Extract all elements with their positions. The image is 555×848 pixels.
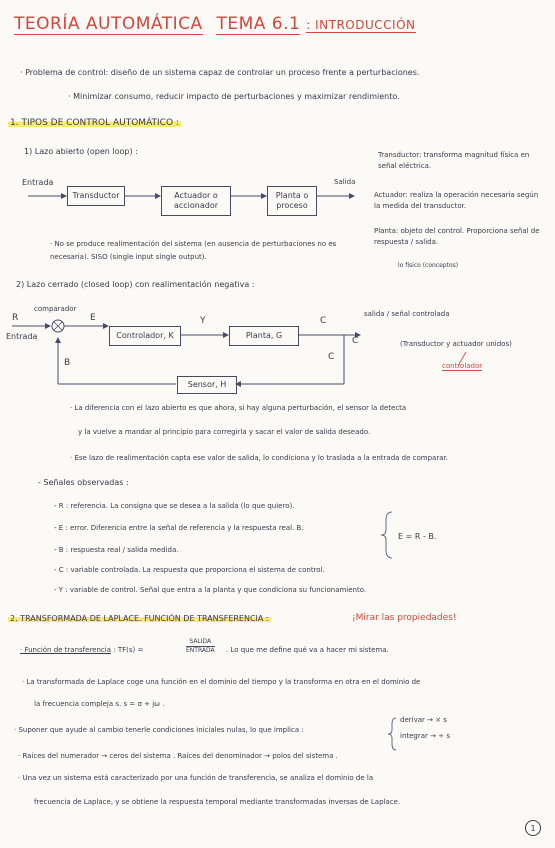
signal-e-label: E bbox=[90, 313, 96, 323]
page-number: 1 bbox=[525, 820, 541, 836]
ft-equation: : TF(s) = bbox=[113, 646, 144, 654]
signal-r-definition: - R : referencia. La consigna que se desea a la salida (lo que quiero). bbox=[54, 502, 295, 510]
open-loop-input-label: Entrada bbox=[22, 178, 54, 187]
section2-aside: ¡Mirar las propiedades! bbox=[352, 613, 457, 623]
signal-r-label: R bbox=[12, 313, 19, 323]
laplace-line-4: · Raíces del numerador → ceros del sistema . Raíces del denominador → polos del sistema . bbox=[18, 752, 338, 760]
laplace-line-5: · Una vez un sistema está caracterizado por una función de transferencia, se analiza el dominio de la bbox=[18, 774, 374, 782]
closed-loop-bullet-1b: y la vuelve a mandar al principio para corregirla y sacar el valor de salida deseado. bbox=[78, 428, 371, 436]
signal-b-label: B bbox=[64, 358, 71, 368]
ft-numerator: SALIDA bbox=[186, 638, 215, 647]
open-loop-output-label: Salida bbox=[334, 178, 356, 186]
closed-loop-bullet-2: · Ese lazo de realimentación capta ese valor de salida, lo condiciona y lo traslada a la entrada de comparar. bbox=[70, 454, 448, 462]
intro-line-2: · Minimizar consumo, reducir impacto de perturbaciones y maximizar rendimiento. bbox=[68, 92, 400, 101]
signal-e-definition: - E : error. Diferencia entre la señal de referencia y la respuesta real. B. bbox=[54, 524, 304, 532]
signal-c-feedback-label: C bbox=[328, 352, 335, 362]
signals-heading: - Señales observadas : bbox=[38, 478, 129, 487]
section2-heading: 2. TRANSFORMADA DE LAPLACE. FUNCIÓN DE TRANSFERENCIA : bbox=[10, 614, 269, 623]
integrar-rule: integrar → ÷ s bbox=[400, 732, 450, 740]
closed-loop-bullet-1: · La diferencia con el lazo abierto es que ahora, si hay alguna perturbación, el sensor la detecta bbox=[70, 404, 407, 412]
ft-label: · Función de transferencia bbox=[20, 646, 111, 654]
comparador-label: comparador bbox=[34, 305, 77, 313]
signal-y-label: Y bbox=[200, 316, 206, 326]
laplace-line-6: frecuencia de Laplace, y se obtiene la respuesta temporal mediante transformadas inversas de Laplace. bbox=[34, 798, 401, 806]
side-note-fisico: lo físico (conceptos) bbox=[398, 262, 459, 269]
transductor-block: Transductor bbox=[67, 186, 125, 206]
derivar-rule: derivar → × s bbox=[400, 716, 447, 724]
ft-note: . Lo que me define qué va a hacer mi sistema. bbox=[226, 646, 389, 654]
planta-block: Planta o proceso bbox=[267, 186, 317, 216]
title-part-b: TEMA 6.1 bbox=[216, 14, 301, 34]
closed-loop-input-label: Entrada bbox=[6, 332, 38, 341]
closed-loop-subheading: 2) Lazo cerrado (closed loop) con realimentación negativa : bbox=[16, 280, 255, 289]
closed-loop-output-label: salida / señal controlada bbox=[364, 310, 450, 318]
controlador-block: Controlador, K bbox=[109, 326, 181, 346]
section1-heading: 1. TIPOS DE CONTROL AUTOMÁTICO : bbox=[10, 118, 179, 128]
actuador-block: Actuador o accionador bbox=[161, 186, 231, 216]
open-loop-subheading: 1) Lazo abierto (open loop) : bbox=[24, 147, 138, 156]
title-part-a: TEORÍA AUTOMÁTICA bbox=[14, 14, 203, 34]
error-equation: E = R - B. bbox=[398, 532, 437, 541]
controlador-note: controlador bbox=[442, 362, 483, 370]
side-note-transductor: Transductor: transforma magnitud física en señal eléctrica. bbox=[378, 151, 530, 171]
sensor-block: Sensor, H bbox=[177, 376, 237, 394]
laplace-line-3: · Suponer que ayude al cambio tenerle condiciones iniciales nulas, lo que implica : bbox=[14, 726, 304, 734]
title-part-c: : INTRODUCCIÓN bbox=[306, 18, 416, 32]
signal-c-definition: - C : variable controlada. La respuesta que proporciona el sistema de control. bbox=[54, 566, 325, 574]
open-loop-note: · No se produce realimentación del sistema (en ausencia de perturbaciones no es necesaria). SISO (single input single output). bbox=[50, 240, 337, 261]
signal-c-right-label: C bbox=[352, 336, 359, 346]
laplace-line-1: · La transformada de Laplace coge una función en el dominio del tiempo y la transforma en otra en el dominio de bbox=[22, 678, 421, 686]
side-note-actuador: Actuador: realiza la operación necesaria según la medida del transductor. bbox=[374, 191, 539, 211]
signal-c-top-label: C bbox=[320, 316, 327, 326]
side-note-planta: Planta: objeto del control. Proporciona señal de respuesta / salida. bbox=[374, 227, 540, 247]
laplace-line-2: la frecuencia compleja s. s = σ + jω . bbox=[34, 700, 165, 708]
transductor-actuador-note: (Transductor y actuador unidos) bbox=[400, 340, 512, 348]
signal-y-definition: - Y : variable de control. Señal que entra a la planta y que condiciona su funcionamiento. bbox=[54, 586, 367, 594]
signal-b-definition: - B : respuesta real / salida medida. bbox=[54, 546, 179, 554]
intro-line-1: · Problema de control: diseño de un sistema capaz de controlar un proceso frente a perturbaciones. bbox=[20, 68, 420, 77]
ft-denominator: ENTRADA bbox=[186, 647, 215, 655]
planta-g-block: Planta, G bbox=[229, 326, 299, 346]
